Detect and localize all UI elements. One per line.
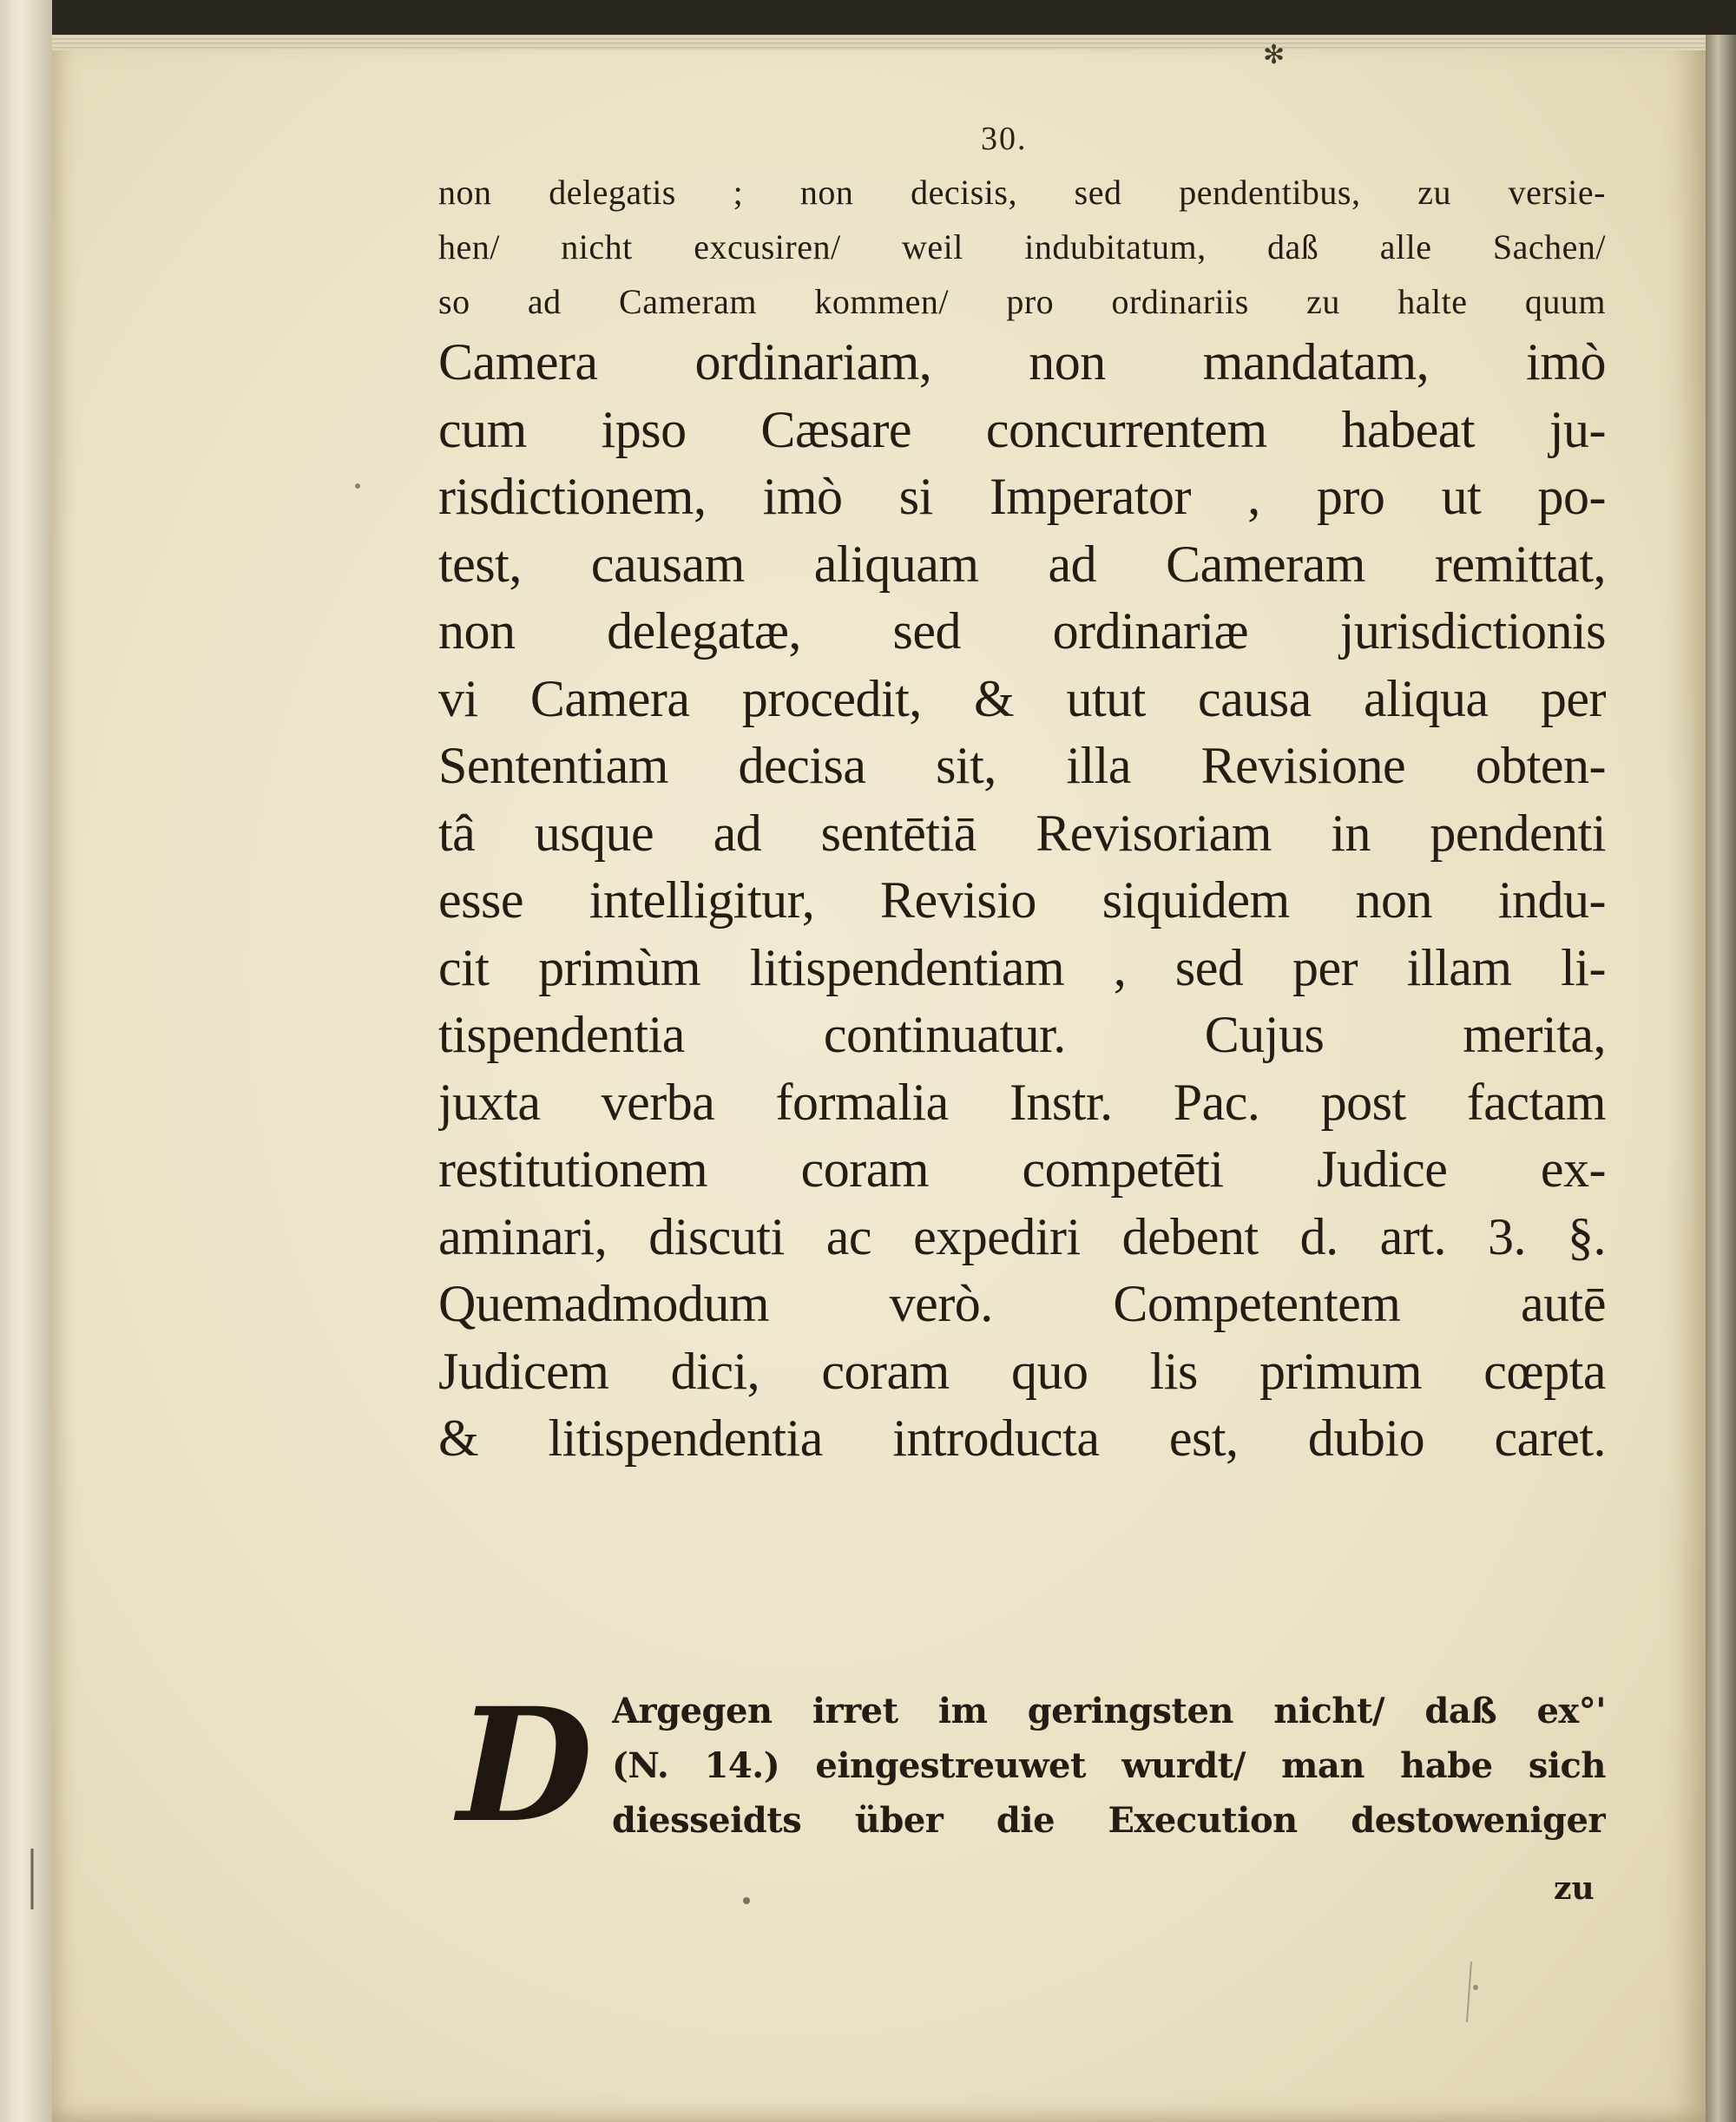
text-line: & litispendentia introducta est, dubio caret.: [438, 1409, 1606, 1467]
catchword: zu: [1554, 1870, 1595, 1907]
text-line: Camera ordinariam, non mandatam, imò: [438, 333, 1606, 391]
text-line: vi Camera procedit, & utut causa aliqua per: [438, 669, 1606, 727]
text-line: non delegatæ, sed ordinariæ jurisdictionis: [438, 602, 1606, 660]
text-line: Quemadmodum verò. Competentem autē: [438, 1275, 1606, 1332]
drop-cap-initial: D: [457, 1674, 594, 1857]
stain-mark: [1467, 1961, 1471, 2022]
text-line: risdictionem, imò si Imperator , pro ut po-: [438, 468, 1606, 525]
speck: [355, 483, 360, 489]
text-line: hen/ nicht excusiren/ weil indubitatum, daß alle Sachen/: [438, 227, 1606, 266]
text-line: tâ usque ad sentētiā Revisoriam in pendenti: [438, 804, 1606, 862]
speck: [1473, 1985, 1478, 1990]
text-line: so ad Cameram kommen/ pro ordinariis zu halte quum: [438, 282, 1606, 321]
ornament-mark: ✻: [1263, 41, 1286, 69]
text-line: test, causam aliquam ad Cameram remittat,: [438, 535, 1606, 593]
text-line: restitutionem coram competēti Judice ex-: [438, 1140, 1606, 1198]
text-line: Sententiam decisa sit, illa Revisione obten-: [438, 737, 1606, 794]
text-line: Argegen irret im geringsten nicht/ daß ex°': [612, 1691, 1606, 1731]
text-line: diesseidts über die Execution destoweniger: [612, 1800, 1606, 1841]
speck: [743, 1897, 750, 1904]
page-number: 30.: [981, 121, 1028, 157]
text-line: esse intelligitur, Revisio siquidem non indu-: [438, 871, 1606, 929]
text-line: cit primùm litispendentiam , sed per illam li-: [438, 938, 1606, 996]
text-line: cum ipso Cæsare concurrentem habeat ju-: [438, 400, 1606, 458]
text-line: Judicem dici, coram quo lis primum cœpta: [438, 1342, 1606, 1400]
text-line: non delegatis ; non decisis, sed pendentibus, zu versie-: [438, 173, 1606, 212]
text-line: aminari, discuti ac expediri debent d. art. 3. §.: [438, 1207, 1606, 1265]
text-line: juxta verba formalia Instr. Pac. post factam: [438, 1073, 1606, 1131]
text-line: (N. 14.) eingestreuwet wurdt/ man habe sich: [612, 1745, 1606, 1786]
text-line: tispendentia continuatur. Cujus merita,: [438, 1006, 1606, 1063]
